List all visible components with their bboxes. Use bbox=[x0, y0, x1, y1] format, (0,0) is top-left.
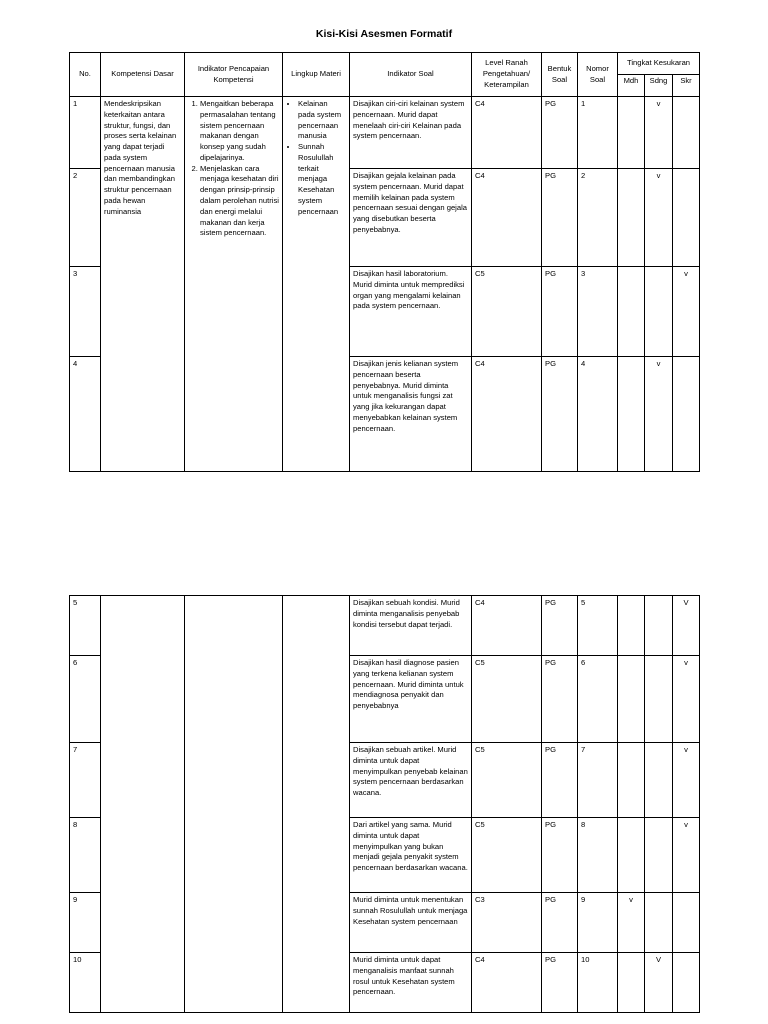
header-ipk: Indikator Pencapaian Kompetensi bbox=[185, 53, 283, 97]
bentuk-soal-cell: PG bbox=[542, 893, 578, 953]
row-number: 10 bbox=[70, 953, 101, 1013]
mudah-check: v bbox=[618, 893, 645, 953]
mudah-check bbox=[618, 743, 645, 818]
ipk-list bbox=[188, 99, 279, 239]
level-ranah-cell: C5 bbox=[472, 818, 542, 893]
level-ranah-cell: C5 bbox=[472, 656, 542, 743]
nomor-soal-cell: 5 bbox=[578, 596, 618, 656]
sukar-check: V bbox=[673, 596, 700, 656]
ipk-cell bbox=[185, 97, 283, 472]
ipk-cell-empty bbox=[185, 596, 283, 1013]
level-ranah-cell: C5 bbox=[472, 743, 542, 818]
nomor-soal-cell: 4 bbox=[578, 357, 618, 472]
header-indikator-soal: Indikator Soal bbox=[350, 53, 472, 97]
indikator-soal-cell: Disajikan gejala kelainan pada system pencernaan. Murid dapat memilih kelainan pada system pencernaan sesuai dengan gejala yang disebutkan beserta penyebabnya. bbox=[350, 169, 472, 267]
indikator-soal-cell: Disajikan sebuah kondisi. Murid diminta menganalisis penyebab kondisi tersebut dapat terjadi. bbox=[350, 596, 472, 656]
bentuk-soal-cell: PG bbox=[542, 357, 578, 472]
sedang-check bbox=[645, 743, 673, 818]
bentuk-soal-cell: PG bbox=[542, 169, 578, 267]
lingkup-materi-cell-empty bbox=[283, 596, 350, 1013]
sukar-check: v bbox=[673, 743, 700, 818]
nomor-soal-cell: 8 bbox=[578, 818, 618, 893]
indikator-soal-cell: Disajikan hasil laboratorium. Murid diminta untuk memprediksi organ yang mengalami kelainan pada system pencernaan. bbox=[350, 267, 472, 357]
bentuk-soal-cell: PG bbox=[542, 267, 578, 357]
header-sdng: Sdng bbox=[645, 75, 673, 97]
ipk-item: 1. Mengaitkan beberapa permasalahan tentang sistem pencernaan makanan dengan konsep yang sudah dipelajarinya. bbox=[200, 99, 279, 164]
indikator-soal-cell: Disajikan sebuah artikel. Murid diminta untuk dapat menyimpulkan penyebab kelainan system pencernaan berdasarkan wacana. bbox=[350, 743, 472, 818]
level-ranah-cell: C3 bbox=[472, 893, 542, 953]
ipk-item: 2. Menjelaskan cara menjaga kesehatan diri dengan prinsip-prinsip dalam perolehan nutrisi dan energi melalui makanan dan kerja sistem pencernaan. bbox=[200, 164, 279, 239]
row-number: 4 bbox=[70, 357, 101, 472]
row-number: 8 bbox=[70, 818, 101, 893]
sukar-check bbox=[673, 357, 700, 472]
mudah-check bbox=[618, 656, 645, 743]
indikator-soal-cell: Murid diminta untuk menentukan sunnah Rosulullah untuk menjaga Kesehatan system pencernaan bbox=[350, 893, 472, 953]
header-nomor-soal: Nomor Soal bbox=[578, 53, 618, 97]
sedang-check bbox=[645, 893, 673, 953]
lingkup-materi-cell bbox=[283, 97, 350, 472]
sukar-check: v bbox=[673, 656, 700, 743]
sukar-check bbox=[673, 893, 700, 953]
level-ranah-cell: C4 bbox=[472, 357, 542, 472]
lingkup-item: • Sunnah Rosulullah terkait menjaga Kesehatan system pencernaan bbox=[298, 142, 346, 217]
row-number: 7 bbox=[70, 743, 101, 818]
bentuk-soal-cell: PG bbox=[542, 596, 578, 656]
bentuk-soal-cell: PG bbox=[542, 656, 578, 743]
level-ranah-cell: C4 bbox=[472, 97, 542, 169]
bentuk-soal-cell: PG bbox=[542, 743, 578, 818]
bentuk-soal-cell: PG bbox=[542, 818, 578, 893]
nomor-soal-cell: 3 bbox=[578, 267, 618, 357]
nomor-soal-cell: 7 bbox=[578, 743, 618, 818]
sedang-check: v bbox=[645, 97, 673, 169]
indikator-soal-cell: Disajikan jenis kelianan system pencernaan beserta penyebabnya. Murid diminta untuk menganalisis fungsi zat yang jika kekurangan dapat menyebabkan kelainan system pencernaan. bbox=[350, 357, 472, 472]
kompetensi-dasar-cell-empty bbox=[101, 596, 185, 1013]
sedang-check bbox=[645, 818, 673, 893]
table-row bbox=[70, 97, 700, 169]
sedang-check: v bbox=[645, 357, 673, 472]
header-level-ranah: Level Ranah Pengetahuan/ Keterampilan bbox=[472, 53, 542, 97]
mudah-check bbox=[618, 97, 645, 169]
row-number: 1 bbox=[70, 97, 101, 169]
mudah-check bbox=[618, 818, 645, 893]
bentuk-soal-cell: PG bbox=[542, 97, 578, 169]
nomor-soal-cell: 9 bbox=[578, 893, 618, 953]
kisi-kisi-table-part-2 bbox=[69, 595, 700, 1013]
row-number: 3 bbox=[70, 267, 101, 357]
header-kompetensi-dasar: Kompetensi Dasar bbox=[101, 53, 185, 97]
sukar-check: v bbox=[673, 267, 700, 357]
sedang-check bbox=[645, 267, 673, 357]
nomor-soal-cell: 10 bbox=[578, 953, 618, 1013]
header-mdh: Mdh bbox=[618, 75, 645, 97]
level-ranah-cell: C5 bbox=[472, 267, 542, 357]
indikator-soal-cell: Disajikan hasil diagnose pasien yang terkena kelianan system pencernaan. Murid diminta untuk mendiagnosa penyakit dan penyebabnya bbox=[350, 656, 472, 743]
row-number: 6 bbox=[70, 656, 101, 743]
sukar-check bbox=[673, 97, 700, 169]
row-number: 9 bbox=[70, 893, 101, 953]
kompetensi-dasar-cell: Mendeskripsikan keterkaitan antara struktur, fungsi, dan proses serta kelainan yang dapat terjadi pada system pencernaan manusia dan membandingkan struktur pencernaan pada hewan ruminansia bbox=[101, 97, 185, 472]
lingkup-list bbox=[286, 99, 346, 218]
mudah-check bbox=[618, 267, 645, 357]
sedang-check bbox=[645, 656, 673, 743]
sedang-check bbox=[645, 596, 673, 656]
mudah-check bbox=[618, 953, 645, 1013]
indikator-soal-cell: Dari artikel yang sama. Murid diminta untuk dapat menyimpulkan yang bukan menjadi gejala penyakit system pencernaan berdasarkan wacana. bbox=[350, 818, 472, 893]
row-number: 5 bbox=[70, 596, 101, 656]
nomor-soal-cell: 2 bbox=[578, 169, 618, 267]
sedang-check: v bbox=[645, 169, 673, 267]
kisi-kisi-table-part-1 bbox=[69, 52, 700, 472]
sukar-check bbox=[673, 953, 700, 1013]
bentuk-soal-cell: PG bbox=[542, 953, 578, 1013]
header-tingkat-kesukaran: Tingkat Kesukaran bbox=[618, 53, 700, 75]
sukar-check: v bbox=[673, 818, 700, 893]
mudah-check bbox=[618, 357, 645, 472]
nomor-soal-cell: 1 bbox=[578, 97, 618, 169]
header-lingkup-materi: Lingkup Materi bbox=[283, 53, 350, 97]
page-title: Kisi-Kisi Asesmen Formatif bbox=[315, 28, 453, 40]
header-bentuk-soal: Bentuk Soal bbox=[542, 53, 578, 97]
indikator-soal-cell: Disajikan ciri-ciri kelainan system pencernaan. Murid dapat menelaah ciri-ciri Kelainan pada system pencernaan. bbox=[350, 97, 472, 169]
mudah-check bbox=[618, 169, 645, 267]
lingkup-item: • Kelainan pada system pencernaan manusia bbox=[298, 99, 346, 142]
level-ranah-cell: C4 bbox=[472, 953, 542, 1013]
header-no: No. bbox=[70, 53, 101, 97]
row-number: 2 bbox=[70, 169, 101, 267]
sedang-check: V bbox=[645, 953, 673, 1013]
nomor-soal-cell: 6 bbox=[578, 656, 618, 743]
level-ranah-cell: C4 bbox=[472, 596, 542, 656]
header-skr: Skr bbox=[673, 75, 700, 97]
level-ranah-cell: C4 bbox=[472, 169, 542, 267]
table-row bbox=[70, 596, 700, 656]
indikator-soal-cell: Murid diminta untuk dapat menganalisis manfaat sunnah rosul untuk Kesehatan system pencernaan. bbox=[350, 953, 472, 1013]
sukar-check bbox=[673, 169, 700, 267]
mudah-check bbox=[618, 596, 645, 656]
